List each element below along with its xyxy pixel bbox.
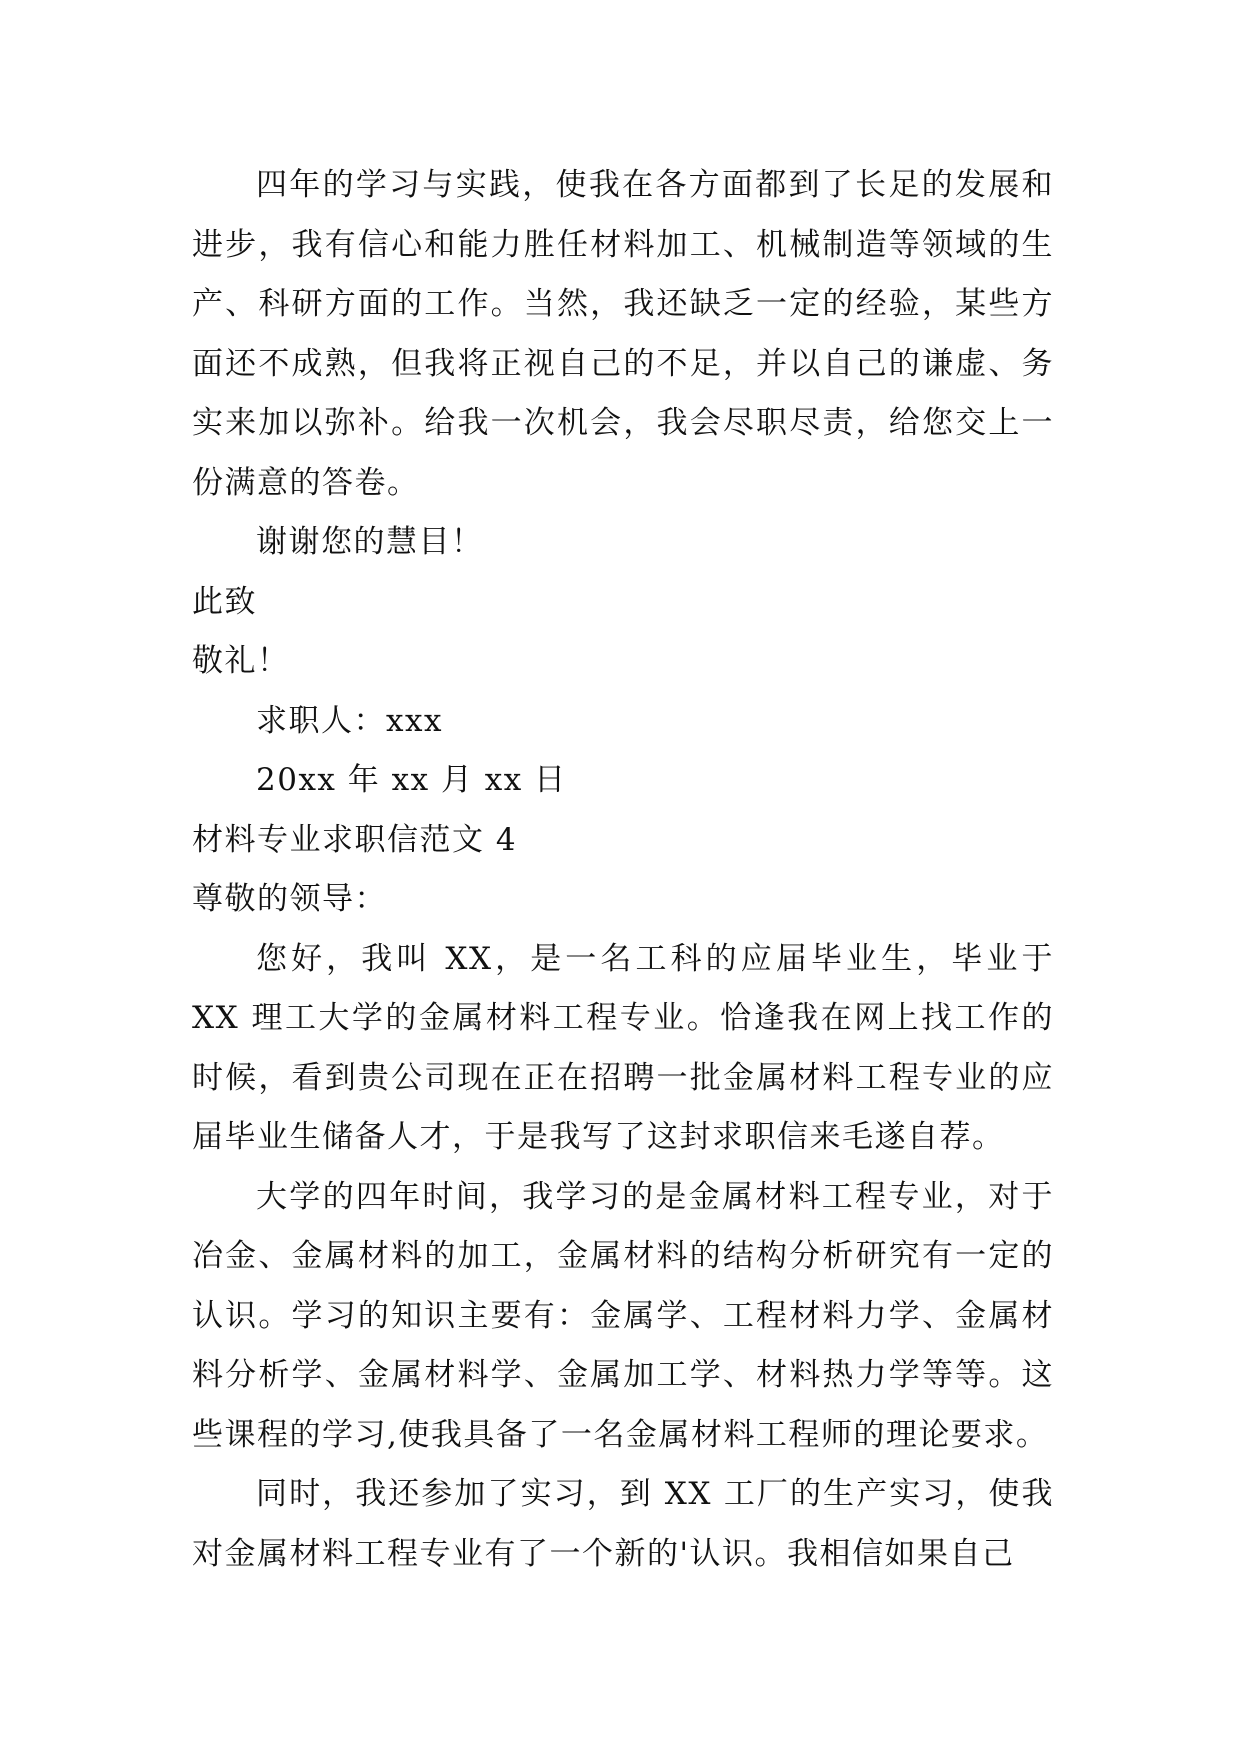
salutation-line: 尊敬的领导： [192, 881, 387, 917]
letter-body [192, 156, 1054, 1584]
signer-line: 求职人：xxx [256, 702, 443, 739]
closing-line-1: 此致 [192, 583, 257, 620]
paragraph-education: 大学的四年时间，我学习的是金属材料工程专业，对于冶金、金属材料的加工，金属材料的结构分析研究有一定的认识。学习的知识主要有：金属学、工程材料力学、金属材料分析学、金属材料学、金属加工学、材料热力学等等。这些课程的学习,使我具备了一名金属材料工程师的理论要求。 [192, 1178, 1054, 1453]
paragraph-self-assessment: 四年的学习与实践，使我在各方面都到了长足的发展和进步，我有信心和能力胜任材料加工、机械制造等领域的生产、科研方面的工作。当然，我还缺乏一定的经验，某些方面还不成熟，但我将正视自己的不足，并以自己的谦虚、务实来加以弥补。给我一次机会，我会尽职尽责，给您交上一份满意的答卷。 [192, 167, 1054, 501]
paragraph-introduction: 您好，我叫 XX，是一名工科的应届毕业生，毕业于 XX 理工大学的金属材料工程专业。恰逢我在网上找工作的时候，看到贵公司现在正在招聘一批金属材料工程专业的应届毕业生储备人才，于是我写了这封求职信来毛遂自荐。 [192, 940, 1054, 1155]
date-line: 20xx 年 xx 月 xx 日 [256, 762, 567, 798]
closing-line-2: 敬礼！ [192, 643, 290, 679]
section-title: 材料专业求职信范文 4 [192, 821, 518, 858]
thanks-line: 谢谢您的慧目！ [256, 524, 484, 560]
paragraph-internship: 同时，我还参加了实习，到 XX 工厂的生产实习，使我对金属材料工程专业有了一个新的'认识。我相信如果自己 [192, 1476, 1054, 1572]
